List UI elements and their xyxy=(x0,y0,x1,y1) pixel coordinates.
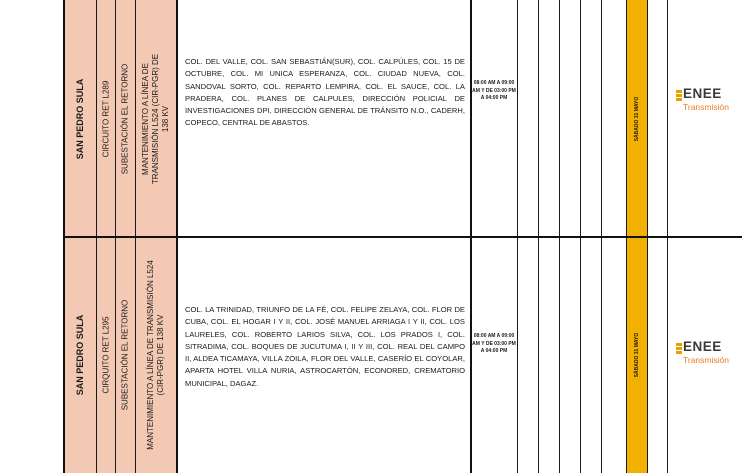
city-cell xyxy=(64,237,96,473)
circuit-label: CIRCUITO RET L289 xyxy=(101,80,110,157)
logo-brand: ENEE xyxy=(683,339,722,354)
circuit-label: CIRQUITO RET L295 xyxy=(101,316,110,394)
outage-row-2 xyxy=(0,237,742,473)
enee-logo xyxy=(674,88,742,116)
circuit-cell xyxy=(96,237,115,473)
row-divider xyxy=(64,236,742,238)
substation-cell xyxy=(115,237,135,473)
substation-label: SUBESTACIÓN EL RETORNO xyxy=(120,299,130,411)
substation-label: SUBESTACIÓN EL RETORNO xyxy=(120,63,130,174)
affected-areas: COL. DEL VALLE, COL. SAN SEBASTIÁN(SUR), COL. CALPÚLES, COL. 15 DE OCTUBRE, COL. MI UNICA ESPERANZA, COL. CIUDAD NUEVA, COL. SANDOVAL SORTO, COL. REPARTO LEMPIRA, COL. EL SAUCE, COL. LA PRADERA, COL. PLANES DE CALPULES, DIRECCIÓN POLICIAL DE INVESTIGACIONES DPI, DIRECCIÓN GENERAL DE TRÁNSITO N.O., CADERH, COPECO, CENTRAL DE ABASTOS. xyxy=(185,57,465,128)
date-label: SÁBADO 31 MAYO xyxy=(634,332,640,378)
logo-bars-icon xyxy=(676,90,682,103)
work-label: MANTENIMIENTO A LÍNEA DE TRANSMISIÓN L524 (CIR-PGR) DE 138 KV xyxy=(140,53,170,184)
date-label: SÁBADO 31 MAYO xyxy=(634,96,640,141)
affected-areas: COL. LA TRINIDAD, TRIUNFO DE LA FÉ, COL. FELIPE ZELAYA, COL. FLOR DE CUBA, COL. EL HOGAR I Y II, COL. JOSÉ MANUEL ARRIAGA I Y II, COL. LOS LAURELES, COL. ROBERTO LARIOS SILVA, COL. LOS PRADOS I, COL. SITRADIMA, COL. BOQUES DE JUCUTUMA I, II Y III, COL. REAL DEL CAMPO II, ALDEA TICAMAYA, VILLA ZOILA, FLOR DEL VALLE, CASERÍO EL COYOLAR, APARTA HOTEL VILLA NURIA, ASTROCARTÓN, ECONORED, CREMATORIO MUNICIPAL, DAGAZ. xyxy=(185,305,465,388)
logo-brand: ENEE xyxy=(683,86,722,101)
date-cell xyxy=(627,237,647,473)
work-cell xyxy=(135,237,176,473)
work-label: MANTENIMIENTO A LÍNEA DE TRANSMISIÓN L524 (CIR-PGR) DE 138 KV xyxy=(145,260,165,450)
circuit-cell xyxy=(96,0,115,237)
city-label: SAN PEDRO SULA xyxy=(75,78,85,159)
city-cell xyxy=(64,0,96,237)
logo-sub: Transmisión xyxy=(683,102,729,112)
enee-logo xyxy=(674,341,742,369)
logo-sub: Transmisión xyxy=(683,355,729,365)
work-cell xyxy=(135,0,176,237)
logo-bars-icon xyxy=(676,343,682,356)
city-label: SAN PEDRO SULA xyxy=(75,314,85,396)
date-cell xyxy=(627,0,647,237)
time-window: 08:00 AM A 09:00 AM Y DE 03:00 PM A 04:00 PM xyxy=(472,80,516,102)
time-window: 08:00 AM A 09:00 AM Y DE 03:00 PM A 04:00 PM xyxy=(472,333,516,355)
substation-cell xyxy=(115,0,135,237)
